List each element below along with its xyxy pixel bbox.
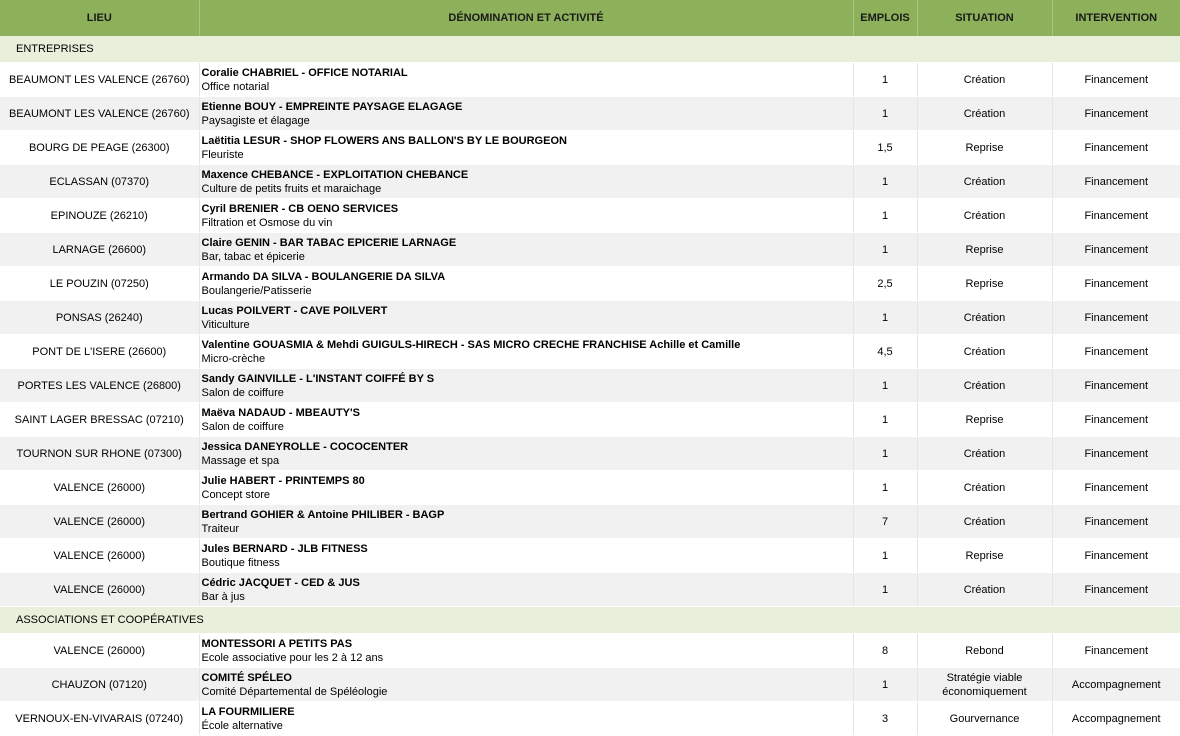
cell-intervention: Financement: [1052, 505, 1180, 539]
company-activity: Boulangerie/Patisserie: [201, 284, 312, 297]
cell-lieu: PONT DE L'ISERE (26600): [0, 335, 199, 369]
cell-intervention: Financement: [1052, 267, 1180, 301]
company-activity: Paysagiste et élagage: [201, 114, 310, 127]
cell-situation: [917, 369, 1052, 403]
cell-situation: [917, 668, 1052, 702]
cell-lieu: VALENCE (26000): [0, 573, 199, 607]
cell-emplois: 1: [853, 233, 917, 267]
category-row: [0, 607, 1180, 634]
company-title: Maëva NADAUD - MBEAUTY'S: [201, 406, 360, 419]
cell-intervention: Financement: [1052, 335, 1180, 369]
header-emplois: EMPLOIS: [853, 0, 917, 36]
header-lieu: LIEU: [0, 0, 199, 36]
table-row: [0, 131, 1180, 165]
cell-lieu: ECLASSAN (07370): [0, 165, 199, 199]
cell-denomination: [199, 131, 853, 165]
company-title: Lucas POILVERT - CAVE POILVERT: [201, 304, 388, 317]
cell-emplois: 1: [853, 539, 917, 573]
table-row: [0, 165, 1180, 199]
company-activity: Bar à jus: [201, 590, 245, 603]
cell-intervention: Accompagnement: [1052, 668, 1180, 702]
company-title: Maxence CHEBANCE - EXPLOITATION CHEBANCE: [201, 168, 469, 181]
cell-situation: [917, 63, 1052, 97]
company-title: COMITÉ SPÉLEO: [201, 671, 292, 684]
company-title: Jessica DANEYROLLE - COCOCENTER: [201, 440, 409, 453]
cell-emplois: 1: [853, 165, 917, 199]
table-row: [0, 63, 1180, 97]
cell-emplois: 1: [853, 301, 917, 335]
company-activity: Traiteur: [201, 522, 239, 535]
cell-denomination: [199, 63, 853, 97]
category-label: ENTREPRISES: [0, 36, 1180, 63]
situation-text: Création: [963, 175, 1006, 188]
cell-situation: [917, 471, 1052, 505]
cell-intervention: Financement: [1052, 403, 1180, 437]
cell-intervention: Accompagnement: [1052, 702, 1180, 736]
cell-emplois: 8: [853, 634, 917, 668]
cell-denomination: [199, 702, 853, 736]
cell-situation: [917, 233, 1052, 267]
cell-lieu: VALENCE (26000): [0, 634, 199, 668]
situation-text: Création: [963, 515, 1006, 528]
situation-text: Création: [963, 583, 1006, 596]
cell-intervention: Financement: [1052, 233, 1180, 267]
cell-emplois: 3: [853, 702, 917, 736]
cell-emplois: 1: [853, 437, 917, 471]
cell-emplois: 1: [853, 403, 917, 437]
company-title: Jules BERNARD - JLB FITNESS: [201, 542, 368, 555]
cell-denomination: [199, 573, 853, 607]
cell-situation: [917, 539, 1052, 573]
cell-intervention: Financement: [1052, 573, 1180, 607]
situation-text: Gourvernance: [949, 712, 1020, 725]
cell-situation: [917, 165, 1052, 199]
cell-emplois: 1: [853, 97, 917, 131]
cell-intervention: Financement: [1052, 199, 1180, 233]
cell-denomination: [199, 539, 853, 573]
cell-denomination: [199, 369, 853, 403]
company-title: Bertrand GOHIER & Antoine PHILIBER - BAGP: [201, 508, 445, 521]
cell-emplois: 1: [853, 668, 917, 702]
company-activity: École alternative: [201, 719, 283, 732]
cell-denomination: [199, 267, 853, 301]
table-row: [0, 369, 1180, 403]
cell-denomination: [199, 403, 853, 437]
company-activity: Boutique fitness: [201, 556, 280, 569]
company-title: Cédric JACQUET - CED & JUS: [201, 576, 360, 589]
company-activity: Culture de petits fruits et maraichage: [201, 182, 382, 195]
company-title: Armando DA SILVA - BOULANGERIE DA SILVA: [201, 270, 446, 283]
cell-intervention: Financement: [1052, 301, 1180, 335]
company-activity: Viticulture: [201, 318, 250, 331]
situation-text: Reprise: [965, 277, 1004, 290]
cell-situation: [917, 131, 1052, 165]
table-row: [0, 471, 1180, 505]
table-row: [0, 702, 1180, 736]
company-title: Julie HABERT - PRINTEMPS 80: [201, 474, 365, 487]
cell-situation: [917, 437, 1052, 471]
cell-situation: [917, 634, 1052, 668]
cell-denomination: [199, 301, 853, 335]
cell-situation: [917, 199, 1052, 233]
table-row: [0, 335, 1180, 369]
company-activity: Salon de coiffure: [201, 386, 284, 399]
cell-lieu: SAINT LAGER BRESSAC (07210): [0, 403, 199, 437]
cell-situation: [917, 403, 1052, 437]
company-activity: Bar, tabac et épicerie: [201, 250, 305, 263]
cell-intervention: Financement: [1052, 539, 1180, 573]
company-title: Claire GENIN - BAR TABAC EPICERIE LARNAGE: [201, 236, 457, 249]
cell-lieu: VALENCE (26000): [0, 505, 199, 539]
company-activity: Comité Départemental de Spéléologie: [201, 685, 388, 698]
cell-situation: [917, 301, 1052, 335]
cell-emplois: 2,5: [853, 267, 917, 301]
company-title: LA FOURMILIERE: [201, 705, 295, 718]
cell-denomination: [199, 335, 853, 369]
company-activity: Salon de coiffure: [201, 420, 284, 433]
table-row: [0, 573, 1180, 607]
cell-emplois: 1: [853, 63, 917, 97]
cell-lieu: LARNAGE (26600): [0, 233, 199, 267]
category-row: [0, 36, 1180, 63]
table-row: [0, 199, 1180, 233]
cell-intervention: Financement: [1052, 471, 1180, 505]
header-situation: SITUATION: [917, 0, 1052, 36]
situation-text: Création: [963, 379, 1006, 392]
table-row: [0, 539, 1180, 573]
cell-emplois: 1: [853, 573, 917, 607]
category-label: ASSOCIATIONS ET COOPÉRATIVES: [0, 607, 1180, 634]
situation-text: Création: [963, 311, 1006, 324]
cell-denomination: [199, 634, 853, 668]
situation-text: Stratégie viable économiquement: [942, 671, 1027, 698]
cell-intervention: Financement: [1052, 369, 1180, 403]
cell-lieu: VALENCE (26000): [0, 471, 199, 505]
table-row: [0, 668, 1180, 702]
cell-denomination: [199, 97, 853, 131]
table-row: [0, 267, 1180, 301]
cell-lieu: LE POUZIN (07250): [0, 267, 199, 301]
company-activity: Office notarial: [201, 80, 270, 93]
cell-situation: [917, 97, 1052, 131]
cell-intervention: Financement: [1052, 437, 1180, 471]
cell-lieu: BOURG DE PEAGE (26300): [0, 131, 199, 165]
company-activity: Micro-crèche: [201, 352, 266, 365]
cell-situation: [917, 702, 1052, 736]
cell-intervention: Financement: [1052, 97, 1180, 131]
table-row: [0, 301, 1180, 335]
header-denomination: DÉNOMINATION ET ACTIVITÉ: [199, 0, 853, 36]
cell-lieu: TOURNON SUR RHONE (07300): [0, 437, 199, 471]
situation-text: Reprise: [965, 413, 1004, 426]
cell-lieu: EPINOUZE (26210): [0, 199, 199, 233]
company-title: Laëtitia LESUR - SHOP FLOWERS ANS BALLON'S BY LE BOURGEON: [201, 134, 567, 147]
cell-emplois: 7: [853, 505, 917, 539]
company-activity: Ecole associative pour les 2 à 12 ans: [201, 651, 384, 664]
table-row: [0, 403, 1180, 437]
cell-lieu: PONSAS (26240): [0, 301, 199, 335]
table-row: [0, 634, 1180, 668]
cell-denomination: [199, 165, 853, 199]
table-row: [0, 437, 1180, 471]
header-intervention: INTERVENTION: [1052, 0, 1180, 36]
cell-situation: [917, 505, 1052, 539]
cell-intervention: Financement: [1052, 634, 1180, 668]
table-row: [0, 97, 1180, 131]
cell-lieu: BEAUMONT LES VALENCE (26760): [0, 97, 199, 131]
company-activity: Fleuriste: [201, 148, 244, 161]
cell-emplois: 1: [853, 369, 917, 403]
company-title: Sandy GAINVILLE - L'INSTANT COIFFÉ BY S: [201, 372, 435, 385]
situation-text: Reprise: [965, 243, 1004, 256]
company-title: Etienne BOUY - EMPREINTE PAYSAGE ELAGAGE: [201, 100, 463, 113]
company-activity: Concept store: [201, 488, 270, 501]
cell-intervention: Financement: [1052, 63, 1180, 97]
table-row: [0, 233, 1180, 267]
situation-text: Création: [963, 107, 1006, 120]
cell-emplois: 4,5: [853, 335, 917, 369]
cell-situation: [917, 335, 1052, 369]
cell-emplois: 1: [853, 471, 917, 505]
cell-emplois: 1: [853, 199, 917, 233]
company-activity: Filtration et Osmose du vin: [201, 216, 333, 229]
company-title: Valentine GOUASMIA & Mehdi GUIGULS-HIRECH - SAS MICRO CRECHE FRANCHISE Achille et Camille: [201, 338, 741, 351]
situation-text: Création: [963, 447, 1006, 460]
company-title: Cyril BRENIER - CB OENO SERVICES: [201, 202, 399, 215]
company-title: Coralie CHABRIEL - OFFICE NOTARIAL: [201, 66, 408, 79]
cell-denomination: [199, 437, 853, 471]
cell-denomination: [199, 668, 853, 702]
cell-denomination: [199, 233, 853, 267]
cell-lieu: PORTES LES VALENCE (26800): [0, 369, 199, 403]
cell-intervention: Financement: [1052, 165, 1180, 199]
situation-text: Rebond: [965, 644, 1004, 657]
cell-situation: [917, 573, 1052, 607]
company-activity: Massage et spa: [201, 454, 280, 467]
situation-text: Création: [963, 345, 1006, 358]
cell-denomination: [199, 471, 853, 505]
header-row: [0, 0, 1180, 36]
situation-text: Création: [963, 481, 1006, 494]
cell-intervention: Financement: [1052, 131, 1180, 165]
cell-lieu: BEAUMONT LES VALENCE (26760): [0, 63, 199, 97]
table-row: [0, 505, 1180, 539]
cell-denomination: [199, 505, 853, 539]
cell-situation: [917, 267, 1052, 301]
situation-text: Reprise: [965, 141, 1004, 154]
situation-text: Création: [963, 209, 1006, 222]
cell-lieu: VALENCE (26000): [0, 539, 199, 573]
cell-lieu: VERNOUX-EN-VIVARAIS (07240): [0, 702, 199, 736]
cell-denomination: [199, 199, 853, 233]
situation-text: Création: [963, 73, 1006, 86]
cell-lieu: CHAUZON (07120): [0, 668, 199, 702]
cell-emplois: 1,5: [853, 131, 917, 165]
company-title: MONTESSORI A PETITS PAS: [201, 637, 353, 650]
situation-text: Reprise: [965, 549, 1004, 562]
table-body: [0, 36, 1180, 736]
